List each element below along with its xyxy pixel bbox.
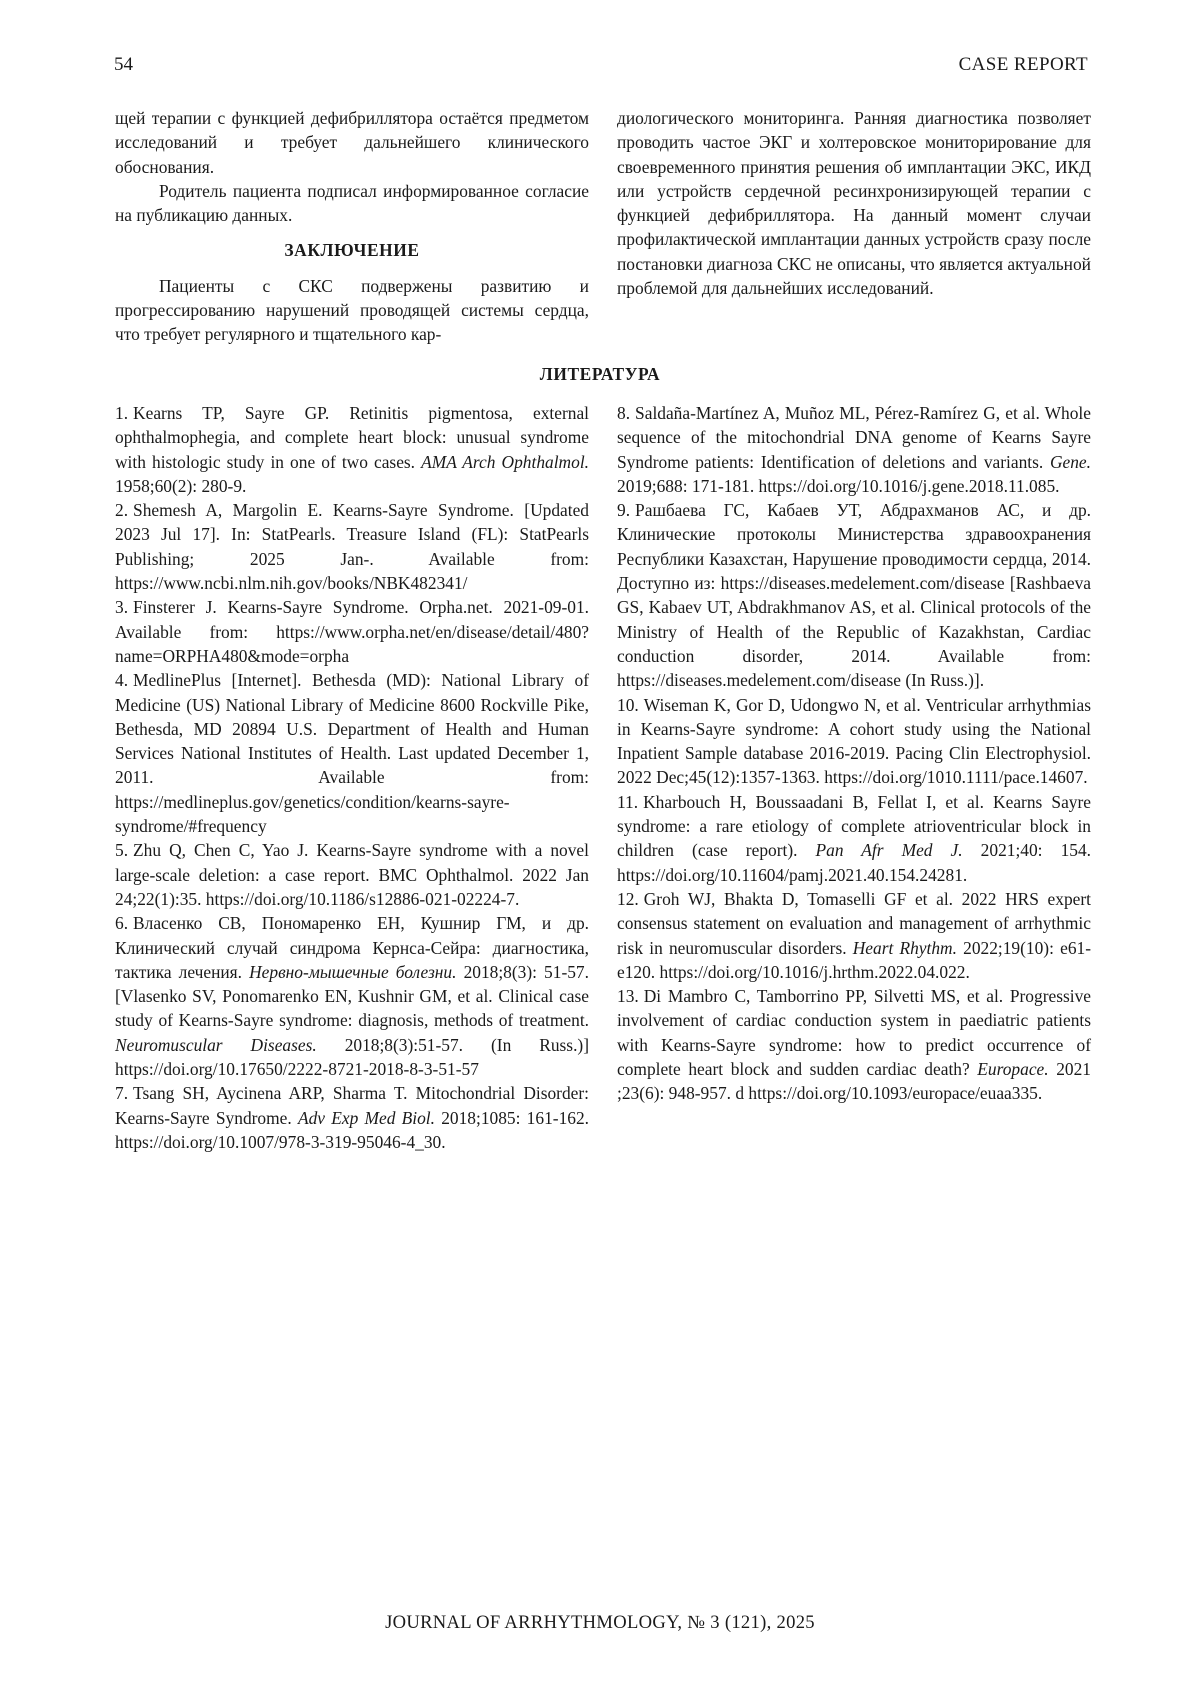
reference-text: Di Mambro C, Tamborrino PP, Silvetti MS, et al. Progressive involvement of cardiac conduction system in paediatric patients with Kearns-Sayre syndrome: how to predict occurrence of complete heart block and sudden cardiac death? [617, 986, 1091, 1079]
reference-text: Shemesh A, Margolin E. Kearns-Sayre Syndrome. [Updated 2023 Jul 17]. In: StatPearls. Treasure Island (FL): StatPearls Publishing; 2025 Jan-. Available from: https://www.ncbi.nlm.nih.gov/books/NBK482341/ [115, 500, 589, 593]
reference-details: 2021 ;23(6): 948-957. d https://doi.org/10.1093/europace/euaa335. [617, 1059, 1091, 1103]
reference-number: 2. [115, 500, 128, 520]
reference-item [115, 668, 589, 838]
references-right-column [617, 401, 1091, 1106]
reference-details: 1958;60(2): 280-9. [115, 476, 246, 496]
consent-paragraph: Родитель пациента подписал информированное согласие на публикацию данных. [115, 179, 589, 228]
reference-number: 8. [617, 403, 630, 423]
reference-journal: Europace. [977, 1059, 1048, 1079]
reference-item [115, 1081, 589, 1154]
reference-text: Finsterer J. Kearns-Sayre Syndrome. Orpha.net. 2021-09-01. Available from: https://www.orpha.net/en/disease/detail/480?name=ORPHA480&mode=orpha [115, 597, 589, 666]
running-head: CASE REPORT [959, 54, 1088, 76]
reference-number: 11. [617, 792, 638, 812]
reference-item [617, 984, 1091, 1105]
reference-journal: Pan Afr Med J. [816, 840, 963, 860]
reference-details: 2018;8(3): 51-57. [Vlasenko SV, Ponomarenko EN, Kushnir GM, et al. Clinical case study of Kearns-Sayre syndrome: diagnosis, methods of treatment. [115, 962, 589, 1031]
reference-number: 7. [115, 1083, 128, 1103]
reference-item [115, 595, 589, 668]
reference-item [115, 911, 589, 1081]
reference-journal: AMA Arch Ophthalmol. [421, 452, 589, 472]
reference-journal: Gene. [1050, 452, 1091, 472]
reference-text: Kharbouch H, Boussaadani B, Fellat I, et al. Kearns Sayre syndrome: a rare etiology of complete atrioventricular block in children (case report). [617, 792, 1091, 861]
reference-text: MedlinePlus [Internet]. Bethesda (MD): National Library of Medicine (US) National Library of Medicine 8600 Rockville Pike, Bethesda, MD 20894 U.S. Department of Health and Human Services National Institutes of Health. Last updated December 1, 2011. Available from: https://medlineplus.gov/genetics/condition/kearns-sayre-syndrome/#frequency [115, 670, 589, 836]
reference-text: Kearns TP, Sayre GP. Retinitis pigmentosa, external ophthalmophegia, and complete heart block: unusual syndrome with histologic study in one of two cases. [115, 403, 589, 472]
conclusion-continued-paragraph: диологического мониторинга. Ранняя диагностика позволяет проводить частое ЭКГ и холтеровское мониторирование для своевременного принятия решения об имплантации ЭКС, ИКД или устройств сердечной ресинхронизирующей терапии с функцией дефибриллятора. На данный момент случаи профилактической имплантации данных устройств сразу после постановки диагноза СКС не описаны, что является актуальной проблемой для дальнейших исследований. [617, 106, 1091, 300]
conclusion-paragraph: Пациенты с СКС подвержены развитию и прогрессированию нарушений проводящей системы сердца, что требует регулярного и тщательного кар- [115, 274, 589, 347]
reference-number: 3. [115, 597, 128, 617]
conclusion-heading: ЗАКЛЮЧЕНИЕ [115, 238, 589, 262]
reference-number: 10. [617, 695, 639, 715]
page-number: 54 [114, 54, 133, 76]
paragraph: щей терапии с функцией дефибриллятора остаётся предметом исследований и требует дальнейшего клинического обоснования. [115, 106, 589, 179]
reference-journal: Adv Exp Med Biol. [298, 1108, 435, 1128]
reference-number: 13. [617, 986, 639, 1006]
reference-item [617, 693, 1091, 790]
reference-text: Wiseman K, Gor D, Udongwo N, et al. Ventricular arrhythmias in Kearns-Sayre syndrome: A cohort study using the National Inpatient Sample database 2016-2019. Pacing Clin Electrophysiol. 2022 Dec;45(12):1357-1363. https://doi.org/1010.1111/pace.14607. [617, 695, 1091, 788]
journal-footer: JOURNAL OF ARRHYTHMOLOGY, № 3 (121), 2025 [0, 1612, 1200, 1634]
reference-item [617, 790, 1091, 887]
reference-text: Zhu Q, Chen C, Yao J. Kearns-Sayre syndrome with a novel large-scale deletion: a case report. BMC Ophthalmol. 2022 Jan 24;22(1):35. https://doi.org/10.1186/s12886-021-02224-7. [115, 840, 589, 909]
reference-text: Рашбаева ГС, Кабаев УТ, Абдрахманов АС, и др. Клинические протоколы Министерства здравоохранения Республики Казахстан, Нарушение проводимости сердца, 2014. Доступно из: https://diseases.medelement.com/disease [Rashbaeva GS, Kabaev UT, Abdrakhmanov AS, et al. Clinical protocols of the Ministry of Health of the Republic of Kazakhstan, Cardiac conduction disorder, 2014. Available from: https://diseases.medelement.com/disease (In Russ.)]. [617, 500, 1091, 690]
reference-journal-translated: Neuromuscular Diseases. [115, 1035, 317, 1055]
body-right-column [617, 106, 1091, 300]
reference-item [617, 887, 1091, 984]
reference-text: Власенко СВ, Пономаренко ЕН, Кушнир ГМ, и др. Клинический случай синдрома Кернса-Сейра: диагностика, тактика лечения. [115, 913, 589, 982]
reference-item [617, 498, 1091, 692]
reference-item [115, 401, 589, 498]
references-left-column [115, 401, 589, 1154]
body-left-column [115, 106, 589, 347]
reference-details: 2019;688: 171-181. https://doi.org/10.1016/j.gene.2018.11.085. [617, 476, 1059, 496]
reference-number: 12. [617, 889, 639, 909]
reference-text: Tsang SH, Aycinena ARP, Sharma T. Mitochondrial Disorder: Kearns-Sayre Syndrome. [115, 1083, 589, 1127]
reference-journal: Heart Rhythm. [853, 938, 957, 958]
reference-details-translated: 2018;8(3):51-57. (In Russ.)] https://doi.org/10.17650/2222-8721-2018-8-3-51-57 [115, 1035, 589, 1079]
reference-text: Groh WJ, Bhakta D, Tomaselli GF et al. 2022 HRS expert consensus statement on evaluation and management of arrhythmic risk in neuromuscular disorders. [617, 889, 1091, 958]
reference-details: 2022;19(10): e61-e120. https://doi.org/10.1016/j.hrthm.2022.04.022. [617, 938, 1091, 982]
references-heading: ЛИТЕРАТУРА [0, 364, 1200, 385]
reference-number: 5. [115, 840, 128, 860]
reference-item [115, 498, 589, 595]
reference-number: 4. [115, 670, 128, 690]
reference-details: 2021;40: 154. https://doi.org/10.11604/pamj.2021.40.154.24281. [617, 840, 1091, 884]
reference-number: 9. [617, 500, 630, 520]
reference-item [115, 838, 589, 911]
reference-number: 6. [115, 913, 128, 933]
reference-details: 2018;1085: 161-162. https://doi.org/10.1007/978-3-319-95046-4_30. [115, 1108, 589, 1152]
reference-journal: Нервно-мышечные болезни. [249, 962, 456, 982]
reference-number: 1. [115, 403, 128, 423]
reference-text: Saldaña-Martínez A, Muñoz ML, Pérez-Ramírez G, et al. Whole sequence of the mitochondrial DNA genome of Kearns Sayre Syndrome patients: Identification of deletions and variants. [617, 403, 1091, 472]
reference-item [617, 401, 1091, 498]
